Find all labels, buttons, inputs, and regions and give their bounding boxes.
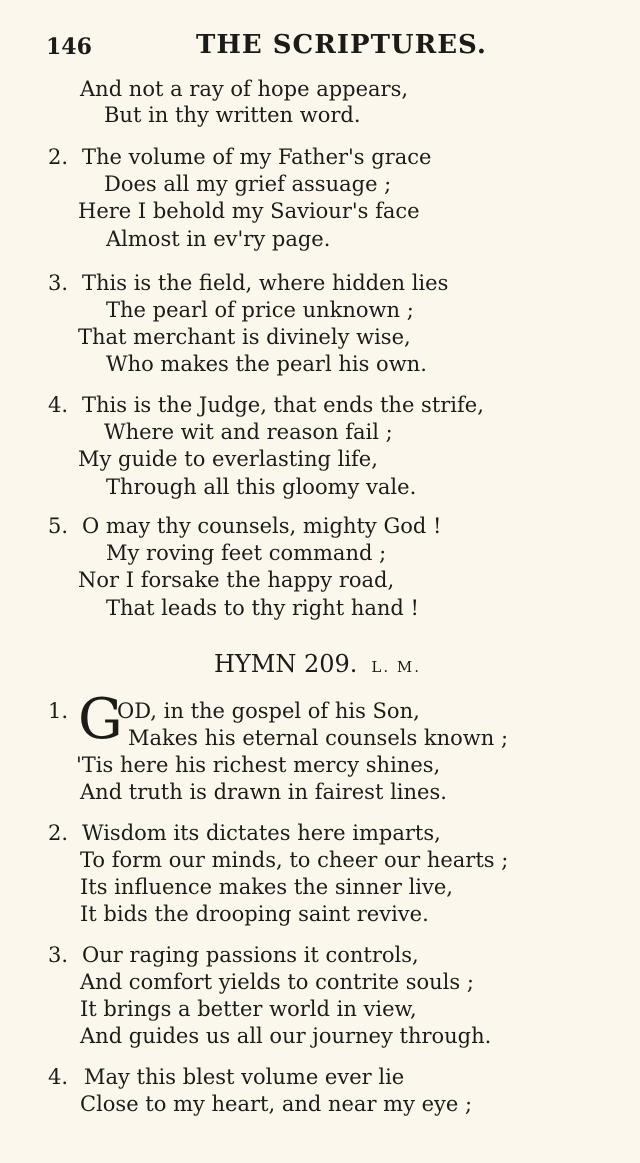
stanza-number: 4.	[48, 1065, 69, 1089]
verse-line: That leads to thy right hand !	[106, 596, 419, 620]
verse-line: The volume of my Father's grace	[82, 145, 432, 169]
verse-line: OD, in the gospel of his Son,	[117, 699, 420, 723]
hymn-meter: L. M.	[371, 658, 422, 676]
verse-line: My guide to everlasting life,	[78, 447, 378, 471]
stanza-number: 2.	[48, 821, 69, 845]
verse-line: Close to my heart, and near my eye ;	[80, 1092, 473, 1116]
verse-line: Where wit and reason fail ;	[104, 420, 393, 444]
verse-line: And guides us all our journey through.	[80, 1024, 492, 1048]
verse-line: To form our minds, to cheer our hearts ;	[80, 848, 509, 872]
stanza-number: 2.	[48, 145, 69, 169]
stanza-number: 3.	[48, 943, 69, 967]
verse-line: And comfort yields to contrite souls ;	[80, 970, 474, 994]
verse-line: But in thy written word.	[104, 103, 361, 127]
verse-line: Wisdom its dictates here imparts,	[82, 821, 441, 845]
running-title: THE SCRIPTURES.	[196, 30, 487, 60]
verse-line: Almost in ev'ry page.	[106, 227, 331, 251]
verse-line: That merchant is divinely wise,	[78, 325, 411, 349]
verse-line: Who makes the pearl his own.	[106, 352, 427, 376]
verse-line: May this blest volume ever lie	[84, 1065, 405, 1089]
verse-line: Our raging passions it controls,	[82, 943, 419, 967]
verse-line: This is the Judge, that ends the strife,	[82, 393, 484, 417]
verse-line: The pearl of price unknown ;	[106, 298, 414, 322]
hymn-number: HYMN 209.	[214, 650, 358, 678]
hymn-title	[214, 650, 421, 678]
stanza-number: 1.	[48, 699, 69, 723]
verse-line: And not a ray of hope appears,	[80, 77, 409, 101]
verse-line: My roving feet command ;	[106, 541, 387, 565]
drop-cap: G	[78, 687, 123, 752]
verse-line: It brings a better world in view,	[80, 997, 417, 1021]
stanza-number: 3.	[48, 271, 69, 295]
verse-line: Makes his eternal counsels known ;	[128, 726, 509, 750]
verse-line: O may thy counsels, mighty God !	[82, 514, 442, 538]
stanza-number: 5.	[48, 514, 69, 538]
verse-line: It bids the drooping saint revive.	[80, 902, 429, 926]
page-header	[0, 30, 640, 62]
verse-line: Nor I forsake the happy road,	[78, 568, 395, 592]
verse-line: Here I behold my Saviour's face	[78, 199, 420, 223]
verse-line: Through all this gloomy vale.	[106, 475, 417, 499]
page-number: 146	[46, 34, 92, 60]
verse-line: Its influence makes the sinner live,	[80, 875, 453, 899]
stanza-number: 4.	[48, 393, 69, 417]
verse-line: Does all my grief assuage ;	[104, 172, 392, 196]
verse-line: This is the field, where hidden lies	[82, 271, 449, 295]
verse-line: 'Tis here his richest mercy shines,	[76, 753, 441, 777]
verse-line: And truth is drawn in fairest lines.	[80, 780, 447, 804]
